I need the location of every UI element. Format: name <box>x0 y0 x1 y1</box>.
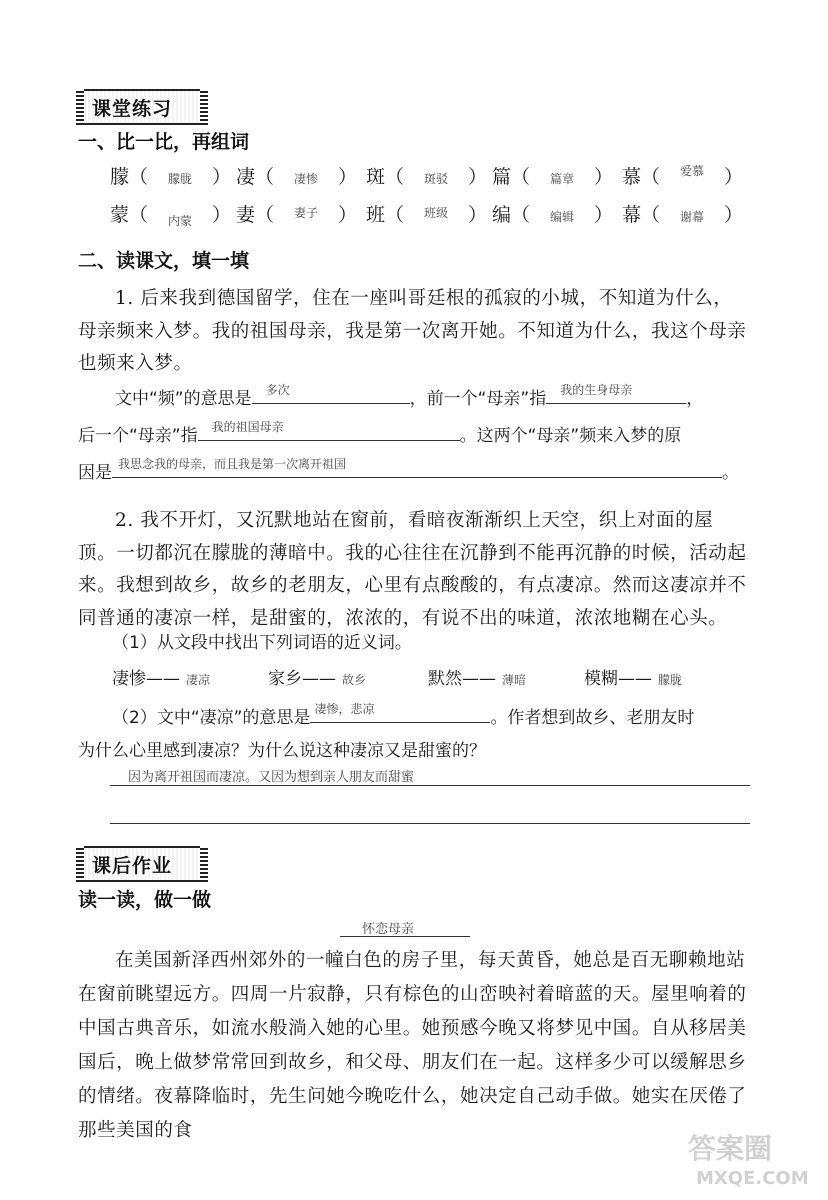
word: 家乡—— <box>268 669 336 689</box>
answer-blank <box>310 702 490 723</box>
char: 篇 <box>492 166 512 188</box>
story-title-line <box>340 936 470 937</box>
synonym-item <box>584 664 682 689</box>
prompt-text: 。 <box>722 463 739 483</box>
answer: 凄惨，悲凉 <box>314 702 375 716</box>
answer: 我的生身母亲 <box>560 383 633 397</box>
answer-blank <box>546 383 686 404</box>
answer: 篇章 <box>550 172 575 186</box>
synonym-item <box>428 664 526 689</box>
answer-blank <box>112 457 722 478</box>
answer: 编辑 <box>550 210 575 224</box>
word-pair: 幕（ 谢幕 ） <box>622 204 744 226</box>
word-pair: 斑（ 斑驳 ） <box>366 166 488 188</box>
answer: 凄凉 <box>186 673 211 687</box>
char: 班 <box>366 204 386 226</box>
prompt-text: 因是 <box>78 463 112 483</box>
answer: 内蒙 <box>168 214 193 228</box>
word: 模糊—— <box>584 669 652 689</box>
answer-blank <box>198 420 460 441</box>
question-1-title: 一、比一比，再组词 <box>78 131 250 153</box>
prompt-text: 文中“频”的意思是 <box>115 389 252 409</box>
answer: 因为离开祖国而凄凉。又因为想到亲人朋友而甜蜜 <box>128 770 415 785</box>
reading-passage-2: 2. 我不开灯，又沉默地站在窗前，看暗夜渐渐织上天空，织上对面的屋顶。一切都沉在朦胧的薄暗中。我的心往往在沉静到不能再沉静的时候，活动起来。我想到故乡，故乡的老朋友，心里有点酸酸的，有点凄凉。然而这凄凉并不同普通的凄凉一样，是甜蜜的，浓浓的，有说不出的味道，浓浓地糊在心头。 <box>78 510 747 629</box>
word-pair: 蒙（ 内蒙 ） <box>110 204 232 228</box>
question-2-title: 二、读课文，填一填 <box>78 250 250 272</box>
answer: 凄惨 <box>294 172 319 186</box>
banner-label: 课堂练习 <box>92 97 173 120</box>
char: 编 <box>492 204 512 226</box>
synonym-item <box>268 664 366 689</box>
word-pair: 班（ 班级 ） <box>366 204 488 226</box>
answer: 谢幕 <box>680 210 705 224</box>
word: 默然—— <box>428 669 496 689</box>
watermark-url: MXQE.COM <box>696 1168 809 1189</box>
word-pair: 慕（ 爱慕 ） <box>622 164 744 188</box>
prompt-text: （2）文中“凄凉”的意思是 <box>112 708 311 728</box>
word-pair: 妻（ 妻子 ） <box>236 204 358 226</box>
watermark-logo <box>684 1122 809 1192</box>
prompt-text: ，前一个“母亲”指 <box>409 389 547 409</box>
reading-passage-3: 在美国新泽西州郊外的一幢白色的房子里，每天黄昏，她总是百无聊赖地站在窗前眺望远方。四周一片寂静，只有棕色的山峦映衬着暗蓝的天。屋里响着的中国古典音乐，如流水般淌入她的心里。她预感今晚又将梦见中国。自从移居美国后，晚上做梦常常回到故乡，和父母、朋友们在一起。这样多少可以缓解思乡的情绪。夜幕降临时，先生问她今晚吃什么，她决定自己动手做。她实在厌倦了那些美国的食 <box>78 950 747 1141</box>
answer-line <box>110 823 750 824</box>
word-pair: 凄（ 凄惨 ） <box>236 166 358 188</box>
synonym-item <box>112 664 210 689</box>
answer: 斑驳 <box>424 172 449 186</box>
sub-question-1: （1）从文段中找出下列词语的近义词。 <box>112 633 412 653</box>
prompt-text: 。作者想到故乡、老朋友时 <box>490 708 695 728</box>
answer: 班级 <box>424 206 449 220</box>
char: 斑 <box>366 166 386 188</box>
answer: 多次 <box>265 383 290 397</box>
sub-question-2-line-1 <box>112 702 694 728</box>
fill-line-2 <box>78 420 681 446</box>
section-banner-homework <box>76 846 208 882</box>
answer: 我的祖国母亲 <box>211 420 284 434</box>
section-banner-classwork <box>76 89 208 125</box>
prompt-text: 后一个“母亲”指 <box>78 426 198 446</box>
homework-title: 读一读，做一做 <box>78 889 212 911</box>
watermark-graphic <box>684 1122 809 1192</box>
word-pair: 朦（ 朦胧 ） <box>110 166 232 188</box>
story-title: 怀恋母亲 <box>362 922 415 937</box>
watermark-text: 答案圈 <box>688 1132 773 1165</box>
prompt-text: 。这两个“母亲”频来入梦的原 <box>459 426 682 446</box>
fill-line-3 <box>78 457 739 483</box>
word-pair: 篇（ 篇章 ） <box>492 166 614 188</box>
sub-question-2-line-2: 为什么心里感到凄凉？为什么说这种凄凉又是甜蜜的？ <box>78 741 486 761</box>
answer: 朦胧 <box>168 172 193 186</box>
answer: 我思念我的母亲，而且我是第一次离开祖国 <box>118 457 347 471</box>
answer: 妻子 <box>294 206 319 220</box>
prompt-text: ， <box>686 389 704 409</box>
word-pair: 编（ 编辑 ） <box>492 204 614 226</box>
char: 凄 <box>236 166 256 188</box>
answer: 薄暗 <box>502 673 527 687</box>
answer-blank <box>252 383 410 404</box>
answer-line <box>110 785 750 786</box>
char: 朦 <box>110 166 130 188</box>
char: 妻 <box>236 204 256 226</box>
char: 蒙 <box>110 204 130 226</box>
char: 幕 <box>622 204 642 226</box>
answer: 朦胧 <box>658 673 683 687</box>
answer: 故乡 <box>342 673 367 687</box>
word: 凄惨—— <box>112 669 180 689</box>
reading-passage-1: 1. 后来我到德国留学，住在一座叫哥廷根的孤寂的小城，不知道为什么，母亲频来入梦。我的祖国母亲，我是第一次离开她。不知道为什么，我这个母亲也频来入梦。 <box>78 288 747 374</box>
answer: 爱慕 <box>680 164 705 178</box>
char: 慕 <box>622 166 642 188</box>
banner-label: 课后作业 <box>92 854 173 877</box>
fill-line-1 <box>115 383 703 409</box>
